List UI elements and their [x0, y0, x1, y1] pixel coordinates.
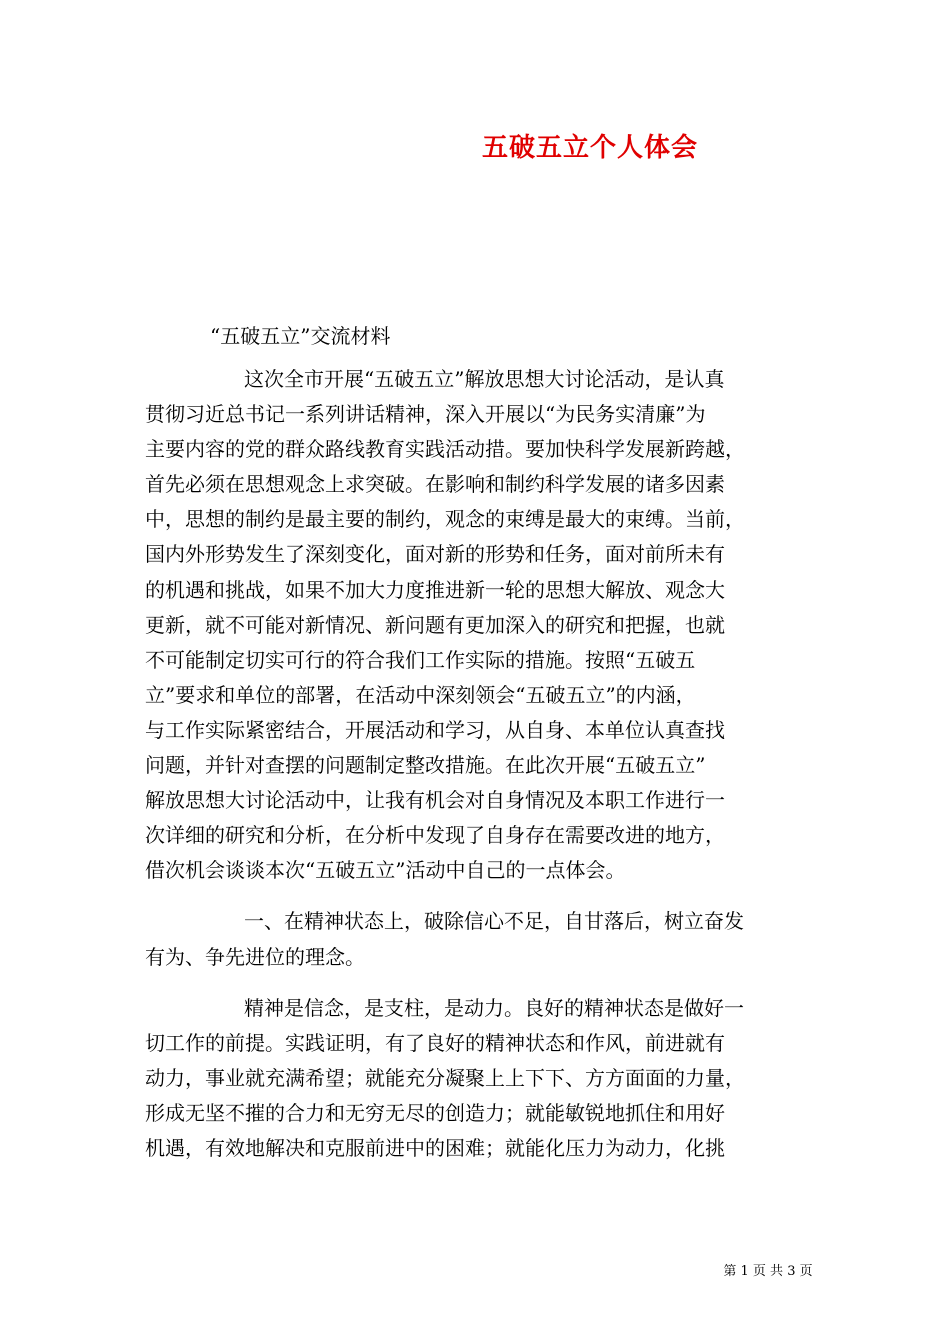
text-line: 形成无坚不摧的合力和无穷无尽的创造力；就能敏锐地抓住和用好	[145, 1101, 725, 1125]
text-line: 与工作实际紧密结合，开展活动和学习，从自身、本单位认真查找	[145, 718, 725, 742]
text-line: 借次机会谈谈本次“五破五立”活动中自己的一点体会。	[145, 858, 626, 882]
text-line: 贯彻习近总书记一系列讲话精神，深入开展以“为民务实清廉”为	[145, 402, 706, 426]
text-line: 解放思想大讨论活动中，让我有机会对自身情况及本职工作进行一	[145, 788, 725, 812]
text-line: 问题，并针对查摆的问题制定整改措施。在此次开展“五破五立”	[145, 753, 706, 777]
text-line: 国内外形势发生了深刻变化，面对新的形势和任务，面对前所未有	[145, 542, 725, 566]
text-line: 的机遇和挑战，如果不加大力度推进新一轮的思想大解放、观念大	[145, 578, 725, 602]
text-line: 一、在精神状态上，破除信心不足，自甘落后，树立奋发	[244, 909, 744, 933]
text-line: 有为、争先进位的理念。	[145, 945, 365, 969]
page-number: 第 1 页 共 3 页	[723, 1264, 813, 1279]
text-line: 次详细的研究和分析，在分析中发现了自身存在需要改进的地方，	[145, 823, 725, 847]
text-line: 不可能制定切实可行的符合我们工作实际的措施。按照“五破五	[145, 648, 696, 672]
text-line: 切工作的前提。实践证明，有了良好的精神状态和作风，前进就有	[145, 1031, 725, 1055]
text-line: 首先必须在思想观念上求突破。在影响和制约科学发展的诸多因素	[145, 472, 725, 496]
text-line: 机遇，有效地解决和克服前进中的困难；就能化压力为动力，化挑	[145, 1136, 725, 1160]
text-line: 这次全市开展“五破五立”解放思想大讨论活动，是认真	[244, 367, 725, 391]
text-line: 中，思想的制约是最主要的制约，观念的束缚是最大的束缚。当前，	[145, 507, 745, 531]
text-line: 动力，事业就充满希望；就能充分凝聚上上下下、方方面面的力量，	[145, 1066, 745, 1090]
text-line: 主要内容的党的群众路线教育实践活动措。要加快科学发展新跨越，	[145, 437, 745, 461]
text-line: 立”要求和单位的部署，在活动中深刻领会“五破五立”的内涵，	[145, 683, 696, 707]
document-title: 五破五立个人体会	[481, 133, 698, 163]
text-line: 更新，就不可能对新情况、新问题有更加深入的研究和把握，也就	[145, 613, 725, 637]
document-subtitle: “五破五立”交流材料	[210, 324, 391, 348]
text-line: 精神是信念，是支柱，是动力。良好的精神状态是做好一	[244, 996, 744, 1020]
